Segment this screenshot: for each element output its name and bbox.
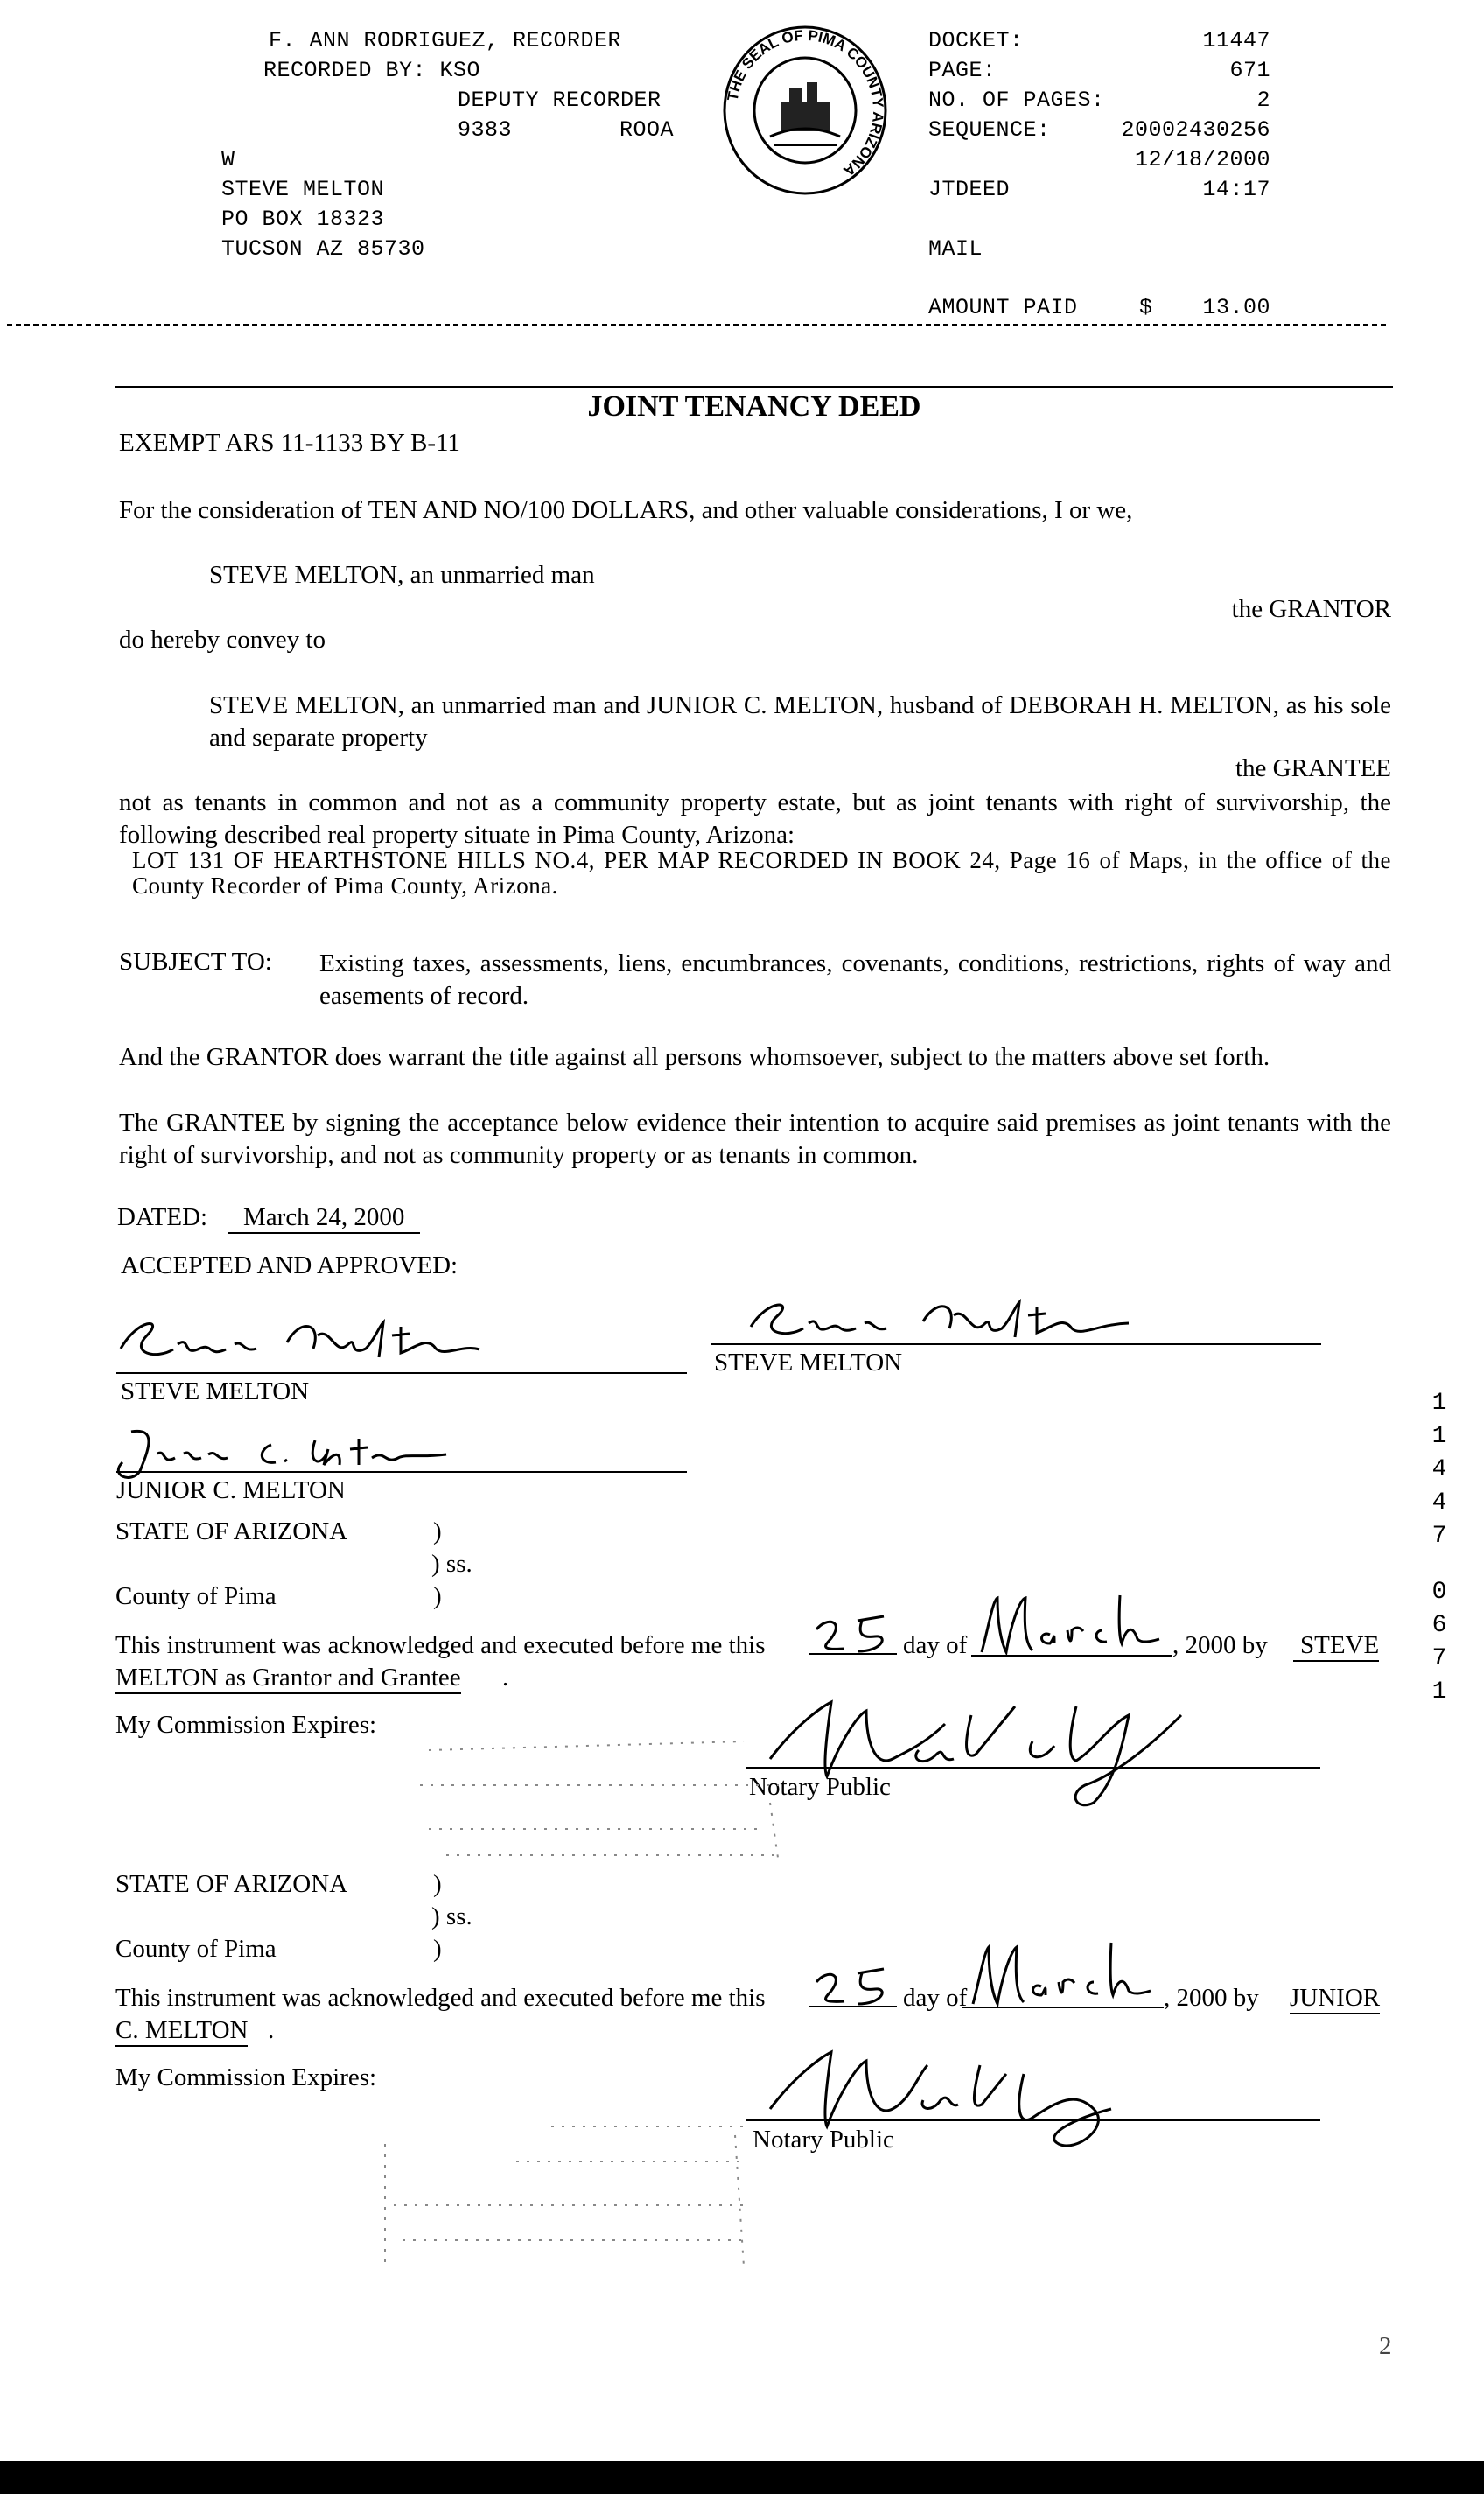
signature-junior-melton	[105, 1423, 455, 1484]
notary2-signature-line	[746, 2119, 1320, 2121]
notary1-by-name-2: MELTON as Grantor and Grantee	[116, 1664, 461, 1694]
consideration-text: For the consideration of TEN AND NO/100 DOLLARS, and other valuable considerations, I or we,	[119, 496, 1133, 524]
notary1-paren-1: )	[433, 1517, 442, 1545]
notary2-state: STATE OF ARIZONA	[116, 1870, 348, 1898]
title-rule	[116, 386, 1393, 388]
margin-stamp-digit: 1	[1432, 1678, 1447, 1706]
notary1-paren-2: )	[433, 1582, 442, 1610]
notary2-by-name-2: C. MELTON	[116, 2016, 248, 2047]
notary1-year-by: , 2000 by	[1172, 1631, 1268, 1659]
exempt-note: EXEMPT ARS 11-1133 BY B-11	[119, 429, 460, 457]
page-mark: 2	[1379, 2332, 1392, 2360]
notary1-by-end: .	[502, 1664, 509, 1692]
document-type: JTDEED	[928, 177, 1011, 202]
notary2-paren-1: )	[433, 1870, 442, 1898]
page-value: 671	[1229, 58, 1270, 83]
convey-text: do hereby convey to	[119, 626, 326, 654]
addressee-line-2: PO BOX 18323	[221, 207, 385, 232]
notary2-ss: ) ss.	[431, 1902, 472, 1930]
notary1-month-handwritten	[971, 1591, 1172, 1661]
notary2-ack-prefix: This instrument was acknowledged and executed before me this	[116, 1984, 766, 2012]
grantee-names: STEVE MELTON, an unmarried man and JUNIOR C. MELTON, husband of DEBORAH H. MELTON, as his sole and separate property	[209, 691, 1391, 752]
deputy-recorder: DEPUTY RECORDER	[458, 88, 662, 113]
pages-value: 2	[1256, 88, 1270, 113]
margin-stamp	[1426, 1387, 1452, 1709]
signature-line-grantee-2	[116, 1471, 687, 1473]
seal-text: THE SEAL OF PIMA COUNTY ARIZONA	[724, 26, 887, 179]
addressee-line-1: STEVE MELTON	[221, 177, 385, 202]
grantor-signer-name: STEVE MELTON	[714, 1349, 903, 1377]
notary2-faint-seal-icon	[376, 2118, 761, 2275]
grantor-label: the GRANTOR	[1231, 595, 1391, 623]
dated-label: DATED:	[117, 1203, 208, 1231]
addressee-line-3: TUCSON AZ 85730	[221, 236, 425, 262]
notary1-signature-line	[746, 1767, 1320, 1769]
margin-stamp-digit: 1	[1432, 1423, 1447, 1450]
signature-steve-melton-left	[112, 1309, 488, 1370]
record-time: 14:17	[1202, 177, 1270, 202]
notary2-by-end: .	[268, 2016, 275, 2044]
notary1-state: STATE OF ARIZONA	[116, 1517, 348, 1545]
amount-label: AMOUNT PAID	[928, 295, 1078, 320]
deed-title: JOINT TENANCY DEED	[587, 390, 921, 423]
margin-stamp-digit: 1	[1432, 1390, 1447, 1417]
recorder-name: F. ANN RODRIGUEZ, RECORDER	[269, 28, 622, 53]
docket-label: DOCKET:	[928, 28, 1024, 53]
notary2-day-label: day of	[903, 1984, 968, 2012]
grantee-label: the GRANTEE	[1236, 754, 1391, 782]
notary1-county: County of Pima	[116, 1582, 276, 1610]
recorded-by: RECORDED BY: KSO	[263, 58, 481, 83]
notary2-day-handwritten	[809, 1965, 897, 2010]
grantee-1-name: STEVE MELTON	[121, 1377, 310, 1405]
record-date: 12/18/2000	[1134, 147, 1270, 172]
margin-stamp-digit: 7	[1432, 1645, 1447, 1672]
notary1-faint-seal-icon	[411, 1715, 796, 1873]
margin-stamp-digit: 7	[1432, 1523, 1447, 1550]
notary2-paren-2: )	[433, 1935, 442, 1963]
acceptance-text: The GRANTEE by signing the acceptance below evidence their intention to acquire said premises as joint tenants with the right of survivorship, and not as community property or as tenants in common.	[119, 1109, 1391, 1169]
notary2-notary-public: Notary Public	[752, 2126, 894, 2154]
notary1-commission: My Commission Expires:	[116, 1711, 377, 1739]
mail-label: MAIL	[928, 236, 984, 262]
deputy-code: ROOA	[620, 117, 675, 143]
subject-to-label: SUBJECT TO:	[119, 948, 272, 976]
amount-value: 13.00	[1202, 295, 1270, 320]
pages-label: NO. OF PAGES:	[928, 88, 1105, 113]
tenancy-clause: not as tenants in common and not as a community property estate, but as joint tenants with right of survivorship, the following described real property situate in Pima County, Arizona:	[119, 788, 1391, 849]
w-mark: W	[221, 147, 235, 172]
page-label: PAGE:	[928, 58, 997, 83]
notary2-commission: My Commission Expires:	[116, 2063, 377, 2091]
notary2-month-handwritten	[962, 1934, 1164, 2013]
notary1-day-label: day of	[903, 1631, 968, 1659]
notary1-notary-public: Notary Public	[749, 1773, 891, 1801]
scan-bottom-border	[0, 2461, 1484, 2494]
notary1-ss: ) ss.	[431, 1550, 472, 1578]
margin-stamp-digit: 4	[1432, 1456, 1447, 1483]
signature-line-grantee-1	[116, 1372, 687, 1374]
sequence-value: 20002430256	[1121, 117, 1270, 143]
signature-line-grantor	[710, 1343, 1321, 1345]
deputy-number: 9383	[458, 117, 513, 143]
subject-to-text: Existing taxes, assessments, liens, encumbrances, covenants, conditions, restrictions, rights of way and easements of record.	[319, 949, 1391, 1010]
header-divider	[7, 324, 1386, 326]
dated-value: March 24, 2000	[228, 1203, 420, 1234]
notary2-county: County of Pima	[116, 1935, 276, 1963]
notary1-ack-prefix: This instrument was acknowledged and executed before me this	[116, 1631, 766, 1659]
legal-description: LOT 131 OF HEARTHSTONE HILLS NO.4, PER MAP RECORDED IN BOOK 24, Page 16 of Maps, in the office of the County Recorder of Pima County, Arizona.	[132, 847, 1391, 899]
notary2-year-by: , 2000 by	[1164, 1984, 1259, 2012]
signature-steve-melton-right	[744, 1293, 1138, 1346]
notary1-day-handwritten	[809, 1612, 897, 1657]
margin-stamp-digit: 0	[1432, 1579, 1447, 1606]
county-seal-icon	[719, 23, 891, 198]
warranty-text: And the GRANTOR does warrant the title against all persons whomsoever, subject to the matters above set forth.	[119, 1043, 1270, 1071]
notary1-by-name-1: STEVE	[1293, 1631, 1379, 1662]
sequence-label: SEQUENCE:	[928, 117, 1051, 143]
margin-stamp-digit: 6	[1432, 1612, 1447, 1639]
docket-value: 11447	[1202, 28, 1270, 53]
accepted-approved: ACCEPTED AND APPROVED:	[121, 1251, 458, 1279]
grantee-2-name: JUNIOR C. MELTON	[116, 1476, 346, 1504]
notary2-by-name-1: JUNIOR	[1290, 1984, 1380, 2014]
amount-currency: $	[1139, 295, 1153, 320]
margin-stamp-digit: 4	[1432, 1489, 1447, 1517]
grantor-name: STEVE MELTON, an unmarried man	[209, 561, 595, 589]
